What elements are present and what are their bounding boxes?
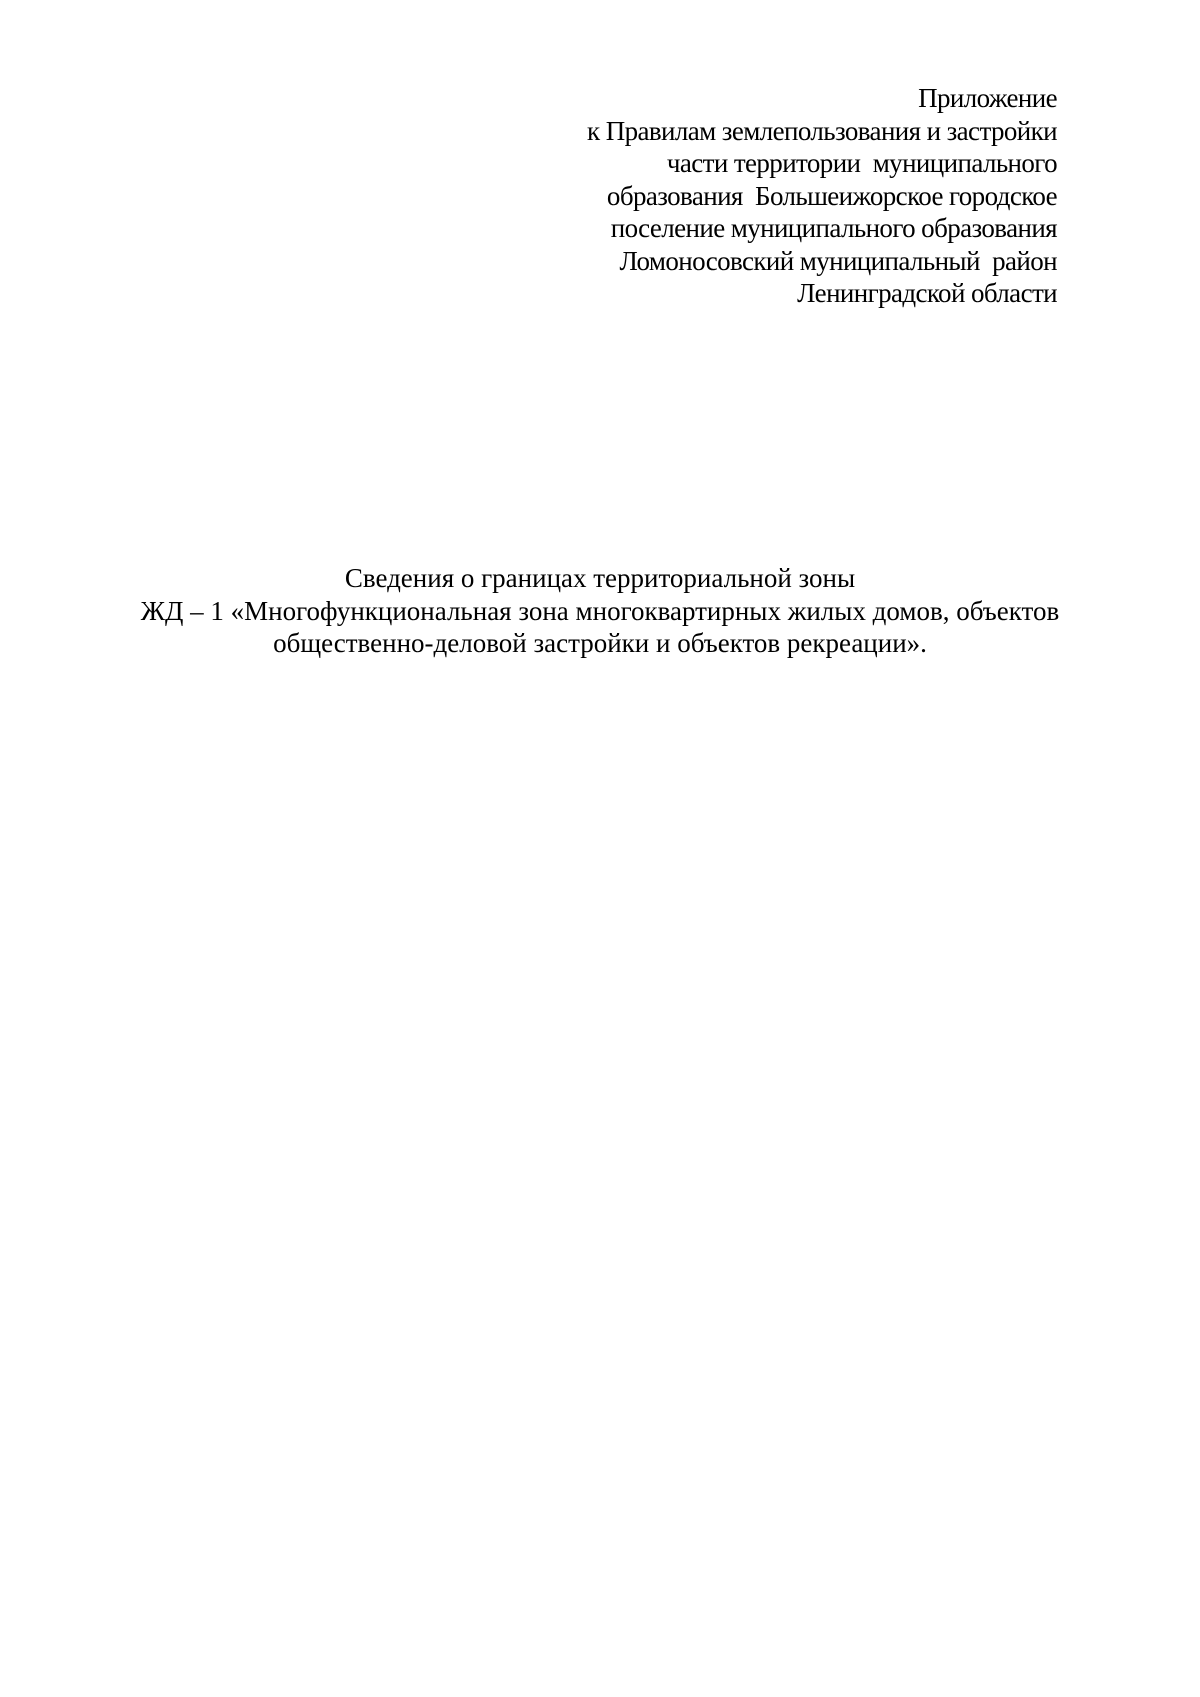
title-line-heading: Сведения о границах территориальной зоны: [344, 563, 856, 593]
document-title: [0, 562, 1200, 660]
appendix-line-territory: части территории муниципального: [666, 148, 1057, 178]
appendix-line-settlement: поселение муниципального образования: [610, 213, 1057, 243]
appendix-line-district: Ломоносовский муниципальный район: [619, 245, 1057, 276]
appendix-line-municipality: образования Большеижорское городское: [606, 180, 1057, 211]
appendix-header: [497, 82, 1057, 310]
title-line-zone-name-continued: общественно-деловой застройки и объектов рекреации».: [273, 628, 927, 658]
title-line-zone-name: ЖД – 1 «Многофункциональная зона многоквартирных жилых домов, объектов: [140, 595, 1060, 626]
appendix-line-rules: к Правилам землепользования и застройки: [587, 115, 1057, 146]
appendix-line-region: Ленинградской области: [797, 278, 1057, 308]
appendix-label: Приложение: [918, 83, 1057, 113]
